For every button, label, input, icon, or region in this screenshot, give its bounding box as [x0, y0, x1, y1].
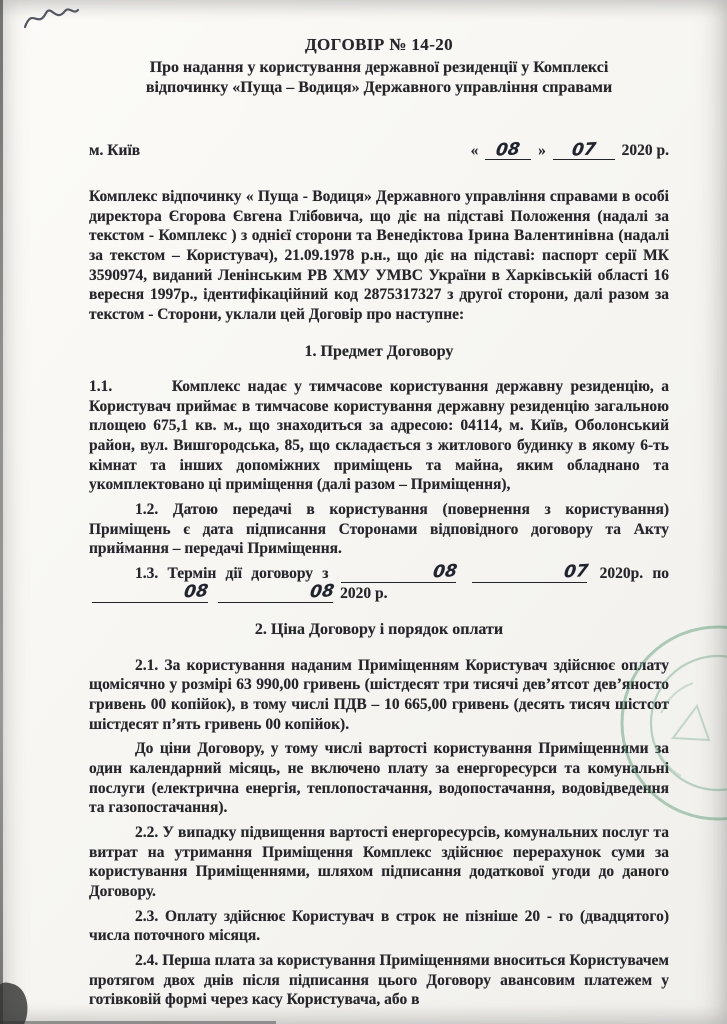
handwritten-from-day: 08 — [431, 561, 458, 583]
term-from-day-blank — [341, 561, 458, 583]
contract-subtitle — [89, 58, 669, 100]
term-suffix: 2020 р. — [340, 584, 388, 602]
preamble-part2: (надалі за текстом – Користувач), 21.09.1978 р.н., що діє на підставі: паспорт серії МК 3590974, виданий Ленінським РВ ХМУ УМВС України в Харківській області 16 вересня 1997р., ідентифікаційний код 2875317327 з другої сторони, далі разом за текстом - Сторони, уклали цей Договір про наступне: — [89, 227, 670, 323]
scan-corner-blot — [0, 980, 34, 1024]
clause-2-1: 2.1. За користування наданим Приміщенням Користувач здійснює оплату щомісячно у розмірі 63 990,00 гривень (шістдесят три тисячі дев’ятсот дев’яносто гривень 00 копійок), в тому числі ПДВ – 10 665,00 гривень (десять тисяч шістсот шістдесят п’ять гривень 00 копійок). — [89, 656, 669, 733]
green-seal-stamp — [613, 618, 727, 828]
handwritten-from-month: 07 — [562, 561, 589, 583]
clause-1-2: 1.2. Датою передачі в користування (повернення з користування) Приміщень є дата підписання Сторонами відповідного договору та Акту приймання – передачі Приміщення. — [89, 500, 669, 558]
clause-2-2: 2.2. У випадку підвищення вартості енергоресурсів, комунальних послуг та витрат на утримання Приміщення Комплекс здійснює перерахунок суми за користування Приміщеннями, шляхом підписання додаткової угоди до даного Договору. — [89, 823, 669, 900]
handwritten-month: 07 — [570, 139, 597, 161]
date-group — [471, 141, 669, 161]
contract-content — [89, 26, 669, 1015]
clause-1-3 — [89, 561, 670, 603]
handwritten-to-month: 08 — [308, 580, 335, 602]
contract-title: ДОГОВІР № 14-20 — [304, 35, 454, 54]
date-year: 2020 р. — [621, 142, 669, 160]
term-mid: 2020р. по — [599, 564, 670, 582]
city-label: м. Київ — [89, 142, 141, 160]
subtitle-line-1: Про надання у користування державної резиденції у Комплексі — [149, 58, 609, 76]
term-to-day-blank — [92, 580, 210, 603]
section-2-heading: 2. Ціна Договору і порядок оплати — [254, 621, 504, 639]
place-date-row — [89, 141, 669, 161]
clause-2-3: 2.3. Оплату здійснює Користувач в строк не пізніше 20 - го (двадцятого) числа поточного місяця. — [89, 907, 669, 945]
term-from-month-blank — [472, 561, 589, 583]
user-name: Венедіктова Ірина Валентинівна — [376, 227, 614, 245]
preamble-paragraph — [89, 187, 669, 325]
date-open-quote: « — [470, 142, 479, 160]
section-1-heading: 1. Предмет Договору — [304, 342, 454, 360]
date-day-blank — [485, 139, 531, 161]
handwritten-corner-mark — [22, 3, 80, 33]
clause-1-1: 1.1. Комплекс надає у тимчасове користування державну резиденцію, а Користувач приймає в тимчасове користування державну резиденцію загальною площею 675,1 кв. м., що знаходиться за адресою: 04114, м. Київ, Оболонський район, вул. Вишгородська, 85, що складається з житлового будинку в якому 6-ть кімнат та інших допоміжних приміщень та майна, яким обладнано та укомплектовано ці приміщення (далі разом – Приміщення), — [89, 377, 669, 494]
date-month-blank — [553, 139, 615, 161]
term-prefix: 1.3. Термін дії договору з — [135, 564, 329, 582]
clause-2-4: 2.4. Перша плата за користування Приміщеннями вноситься Користувачем протягом двох днів після підписання цього Договору авансовим платежем у готівковій формі через касу Користувача, або в — [89, 951, 669, 1009]
handwritten-day: 08 — [495, 139, 522, 161]
handwritten-to-day: 08 — [182, 580, 210, 602]
subtitle-line-2: відпочинку «Пуща – Водиця» Державного управління справами — [145, 79, 613, 97]
preamble-part1: Комплекс відпочинку « Пуща - Водиця» Державного управління справами в особі директора Єгорова Євгена Глібовича, що діє на підставі Положення (надалі за текстом - Комплекс ) з однієї сторони та — [89, 187, 669, 245]
term-to-month-blank — [218, 580, 335, 603]
date-close-quote: » — [538, 142, 546, 160]
scan-edge-artifact-left — [0, 0, 3, 1024]
clause-2-1b: До ціни Договору, у тому числі вартості користування Приміщеннями за один календарний місяць, не включено плату за енергоресурси та комунальні послуги (електрична енергія, теплопостачання, водопостачання, водовідведення та газопостачання). — [89, 740, 669, 817]
